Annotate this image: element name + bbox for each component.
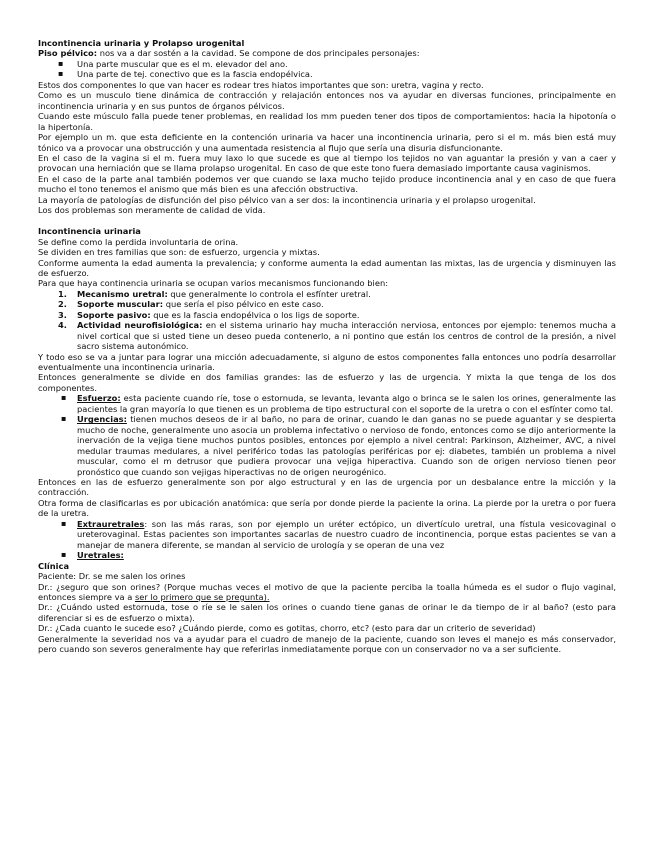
paragraph: Para que haya continencia urinaria se ocupan varios mecanismos funcionando bien: <box>38 278 388 289</box>
list-item <box>38 393 616 414</box>
paragraph: Paciente: Dr. se me salen los orines <box>38 571 186 582</box>
section-title: Incontinencia urinaria <box>38 226 141 237</box>
section-title: Clínica <box>38 560 70 571</box>
paragraph: Se dividen en tres familias que son: de esfuerzo, urgencia y mixtas. <box>38 247 320 258</box>
term-text: nos va a dar sostén a la cavidad. Se compone de dos principales personajes: <box>97 48 420 59</box>
paragraph: En el caso de la parte anal también podemos ver que cuando se laxa mucho tejido produce incontinencia anal y en caso de que fuera mucho el tono tenemos el anismo que más bien es una afección obstructiva. <box>38 173 616 195</box>
paragraph: Se define como la perdida involuntaria de orina. <box>38 236 239 247</box>
paragraph-text: Dr.: ¿seguro que son orines? (Porque muchas veces el motivo de que la paciente perciba la toalla húmeda es el sudor o flujo vaginal, entonces siempre va a <box>38 581 616 602</box>
paragraph: Cuando este músculo falla puede tener problemas, en realidad los mm pueden tener dos tipos de comportamientos: hacia la hipotonía o la hipertonía. <box>38 111 616 132</box>
spacer <box>38 216 616 226</box>
paragraph: Conforme aumenta la edad aumenta la prevalencia; y conforme aumenta la edad aumentan las mixtas, las de urgencia y disminuyen las de esfuerzo. <box>38 257 616 278</box>
list-item <box>38 414 616 477</box>
term-label: Urgencias: <box>77 414 127 425</box>
paragraph: Entonces en las de esfuerzo generalmente son por algo estructural y en las de urgencia por un desbalance entre la micción y la contracción. <box>38 477 616 498</box>
term-text: que generalmente lo controla el esfínter uretral. <box>167 288 371 299</box>
term-label: Mecanismo uretral: <box>77 288 168 299</box>
underlined-text: ser lo primero que se pregunta). <box>134 592 270 602</box>
term-text: : son las más raras, son por ejemplo un uréter ectópico, un divertículo uretral, una fístula vesicovaginal o ureterovaginal. Estas pacientes son importantes sacarlas de nuestro cuadro de incontinencia, porque estas pacientes se van a manejar de manera diferente, se mandan al servicio de urología y se operan de una vez <box>77 518 616 550</box>
list-item <box>38 519 616 550</box>
term-label: Actividad neurofisiológica: <box>77 320 203 331</box>
list-item <box>38 550 616 560</box>
document-page <box>38 38 616 655</box>
list-item: ▪ Una parte de tej. conectivo que es la fascia endopélvica. <box>38 69 616 79</box>
term-text: tienen muchos deseos de ir al baño, no para de orinar, cuando le dan ganas no se puede aguantar y se despierta mucho de noche, generalmente uno asocia un problema infectativo o nervioso de fondo, entonces como se dijo anteriormente la inervación de la vejiga tiene muchos puntos posibles, entonces por ejemplo a nivel central: Parkinson, Alzheimer, AVC, a nivel medular traumas medulares, a nivel periférico todas las patologías periféricas por ej: diabetes, también un problema a nivel muscular, como el m detrusor que pudiera provocar una vejiga hiperactiva. Cuando son de origen nervioso tienen peor pronóstico que cuando son vejigas hiperactivas no de origen neurogénico. <box>77 414 616 477</box>
list-item <box>38 310 616 320</box>
paragraph: La mayoría de patologías de disfunción del piso pélvico van a ser dos: la incontinencia urinaria y el prolapso urogenital. <box>38 194 536 205</box>
paragraph: Y todo eso se va a juntar para lograr una micción adecuadamente, si alguno de estos componentes falla entonces uno podría desarrollar eventualmente una incontinencia urinaria. <box>38 351 616 373</box>
term-label: Soporte muscular: <box>77 299 164 310</box>
paragraph: En el caso de la vagina si el m. fuera muy laxo lo que sucede es que al tiempo los tejidos no van aguantar la presión y van a caer y provocan una herniación que se llama prolapso urogenital. En caso de que este tono fuera demasiado importante causa vaginismos. <box>38 152 616 174</box>
list-number: 2. <box>58 299 67 310</box>
term-text: en el sistema urinario hay mucha interacción nerviosa, entonces por ejemplo: tenemos mucha a nivel cortical que si usted tiene un deseo pueda contenerlo, a ni pontino que están los centros de control de la presión, a nivel sacro sistema autonómico. <box>77 320 616 352</box>
paragraph: Por ejemplo un m. que esta deficiente en la contención urinaria va hacer una incontinencia urinaria, pero si el m. más bien está muy tónico va a provocar una obstrucción y una aumentada resistencia al flujo que sería una disuria disfuncionante. <box>38 132 616 153</box>
paragraph: Estos dos componentes lo que van hacer es rodear tres hiatos importantes que son: uretra, vagina y recto. <box>38 79 484 90</box>
paragraph: Como es un musculo tiene dinámica de contracción y relajación entonces nos va ayudar en diversas funciones, principalmente en incontinencia urinaria y en sus puntos de órganos pélvicos. <box>38 90 616 111</box>
term-label: Esfuerzo: <box>77 393 121 404</box>
paragraph: Dr.: ¿Cada cuanto le sucede eso? ¿Cuándo pierde, como es gotitas, chorro, etc? (esto para dar un criterio de severidad) <box>38 623 536 634</box>
bullet-list <box>38 519 616 561</box>
list-item: ▪ Una parte muscular que es el m. elevador del ano. <box>38 59 616 69</box>
term-text: esta paciente cuando ríe, tose o estornuda, se levanta, levanta algo o brinca se le salen los orines, generalmente las pacientes la gran mayoría lo que tienen es un problema de tipo estructural con el soporte de la uretra o con el esfínter como tal. <box>77 393 616 414</box>
term-label: Soporte pasivo: <box>77 309 151 320</box>
list-item <box>38 299 616 309</box>
paragraph: Los dos problemas son meramente de calidad de vida. <box>38 205 266 216</box>
section-title: Incontinencia urinaria y Prolapso urogenital <box>38 38 245 48</box>
list-item <box>38 320 616 351</box>
bullet-list <box>38 393 616 477</box>
paragraph: Dr.: ¿Cuándo usted estornuda, tose o ríe se le salen los orines o cuando tiene ganas de orinar le da tiempo de ir al baño? (esto para diferenciar si es de esfuerzo o mixta). <box>38 602 616 623</box>
bullet-list <box>38 59 616 80</box>
paragraph: Entonces generalmente se divide en dos familias grandes: las de esfuerzo y las de urgencia. Y mixta la que tenga de los dos componentes. <box>38 372 616 393</box>
term-text: que sería el piso pélvico en este caso. <box>163 299 324 310</box>
list-number: 3. <box>58 309 67 320</box>
list-item <box>38 289 616 299</box>
term-text: que es la fascia endopélvica o los ligs de soporte. <box>150 309 360 320</box>
term-label: Uretrales: <box>77 550 124 561</box>
list-number: 1. <box>58 288 67 299</box>
paragraph <box>38 582 616 603</box>
paragraph: Otra forma de clasificarlas es por ubicación anatómica: que sería por donde pierde la paciente la orina. La pierde por la uretra o por fuera de la uretra. <box>38 497 616 519</box>
paragraph <box>38 48 616 58</box>
numbered-list <box>38 289 616 352</box>
list-number: 4. <box>58 320 67 331</box>
term-label: Piso pélvico: <box>38 48 98 59</box>
term-label: Extrauretrales <box>77 518 145 529</box>
paragraph: Generalmente la severidad nos va a ayudar para el cuadro de manejo de la paciente, cuando son leves el manejo es más conservador, pero cuando son severos generalmente hay que referirlas inmediatamente porque con un conservador no va a ser suficiente. <box>38 633 616 655</box>
